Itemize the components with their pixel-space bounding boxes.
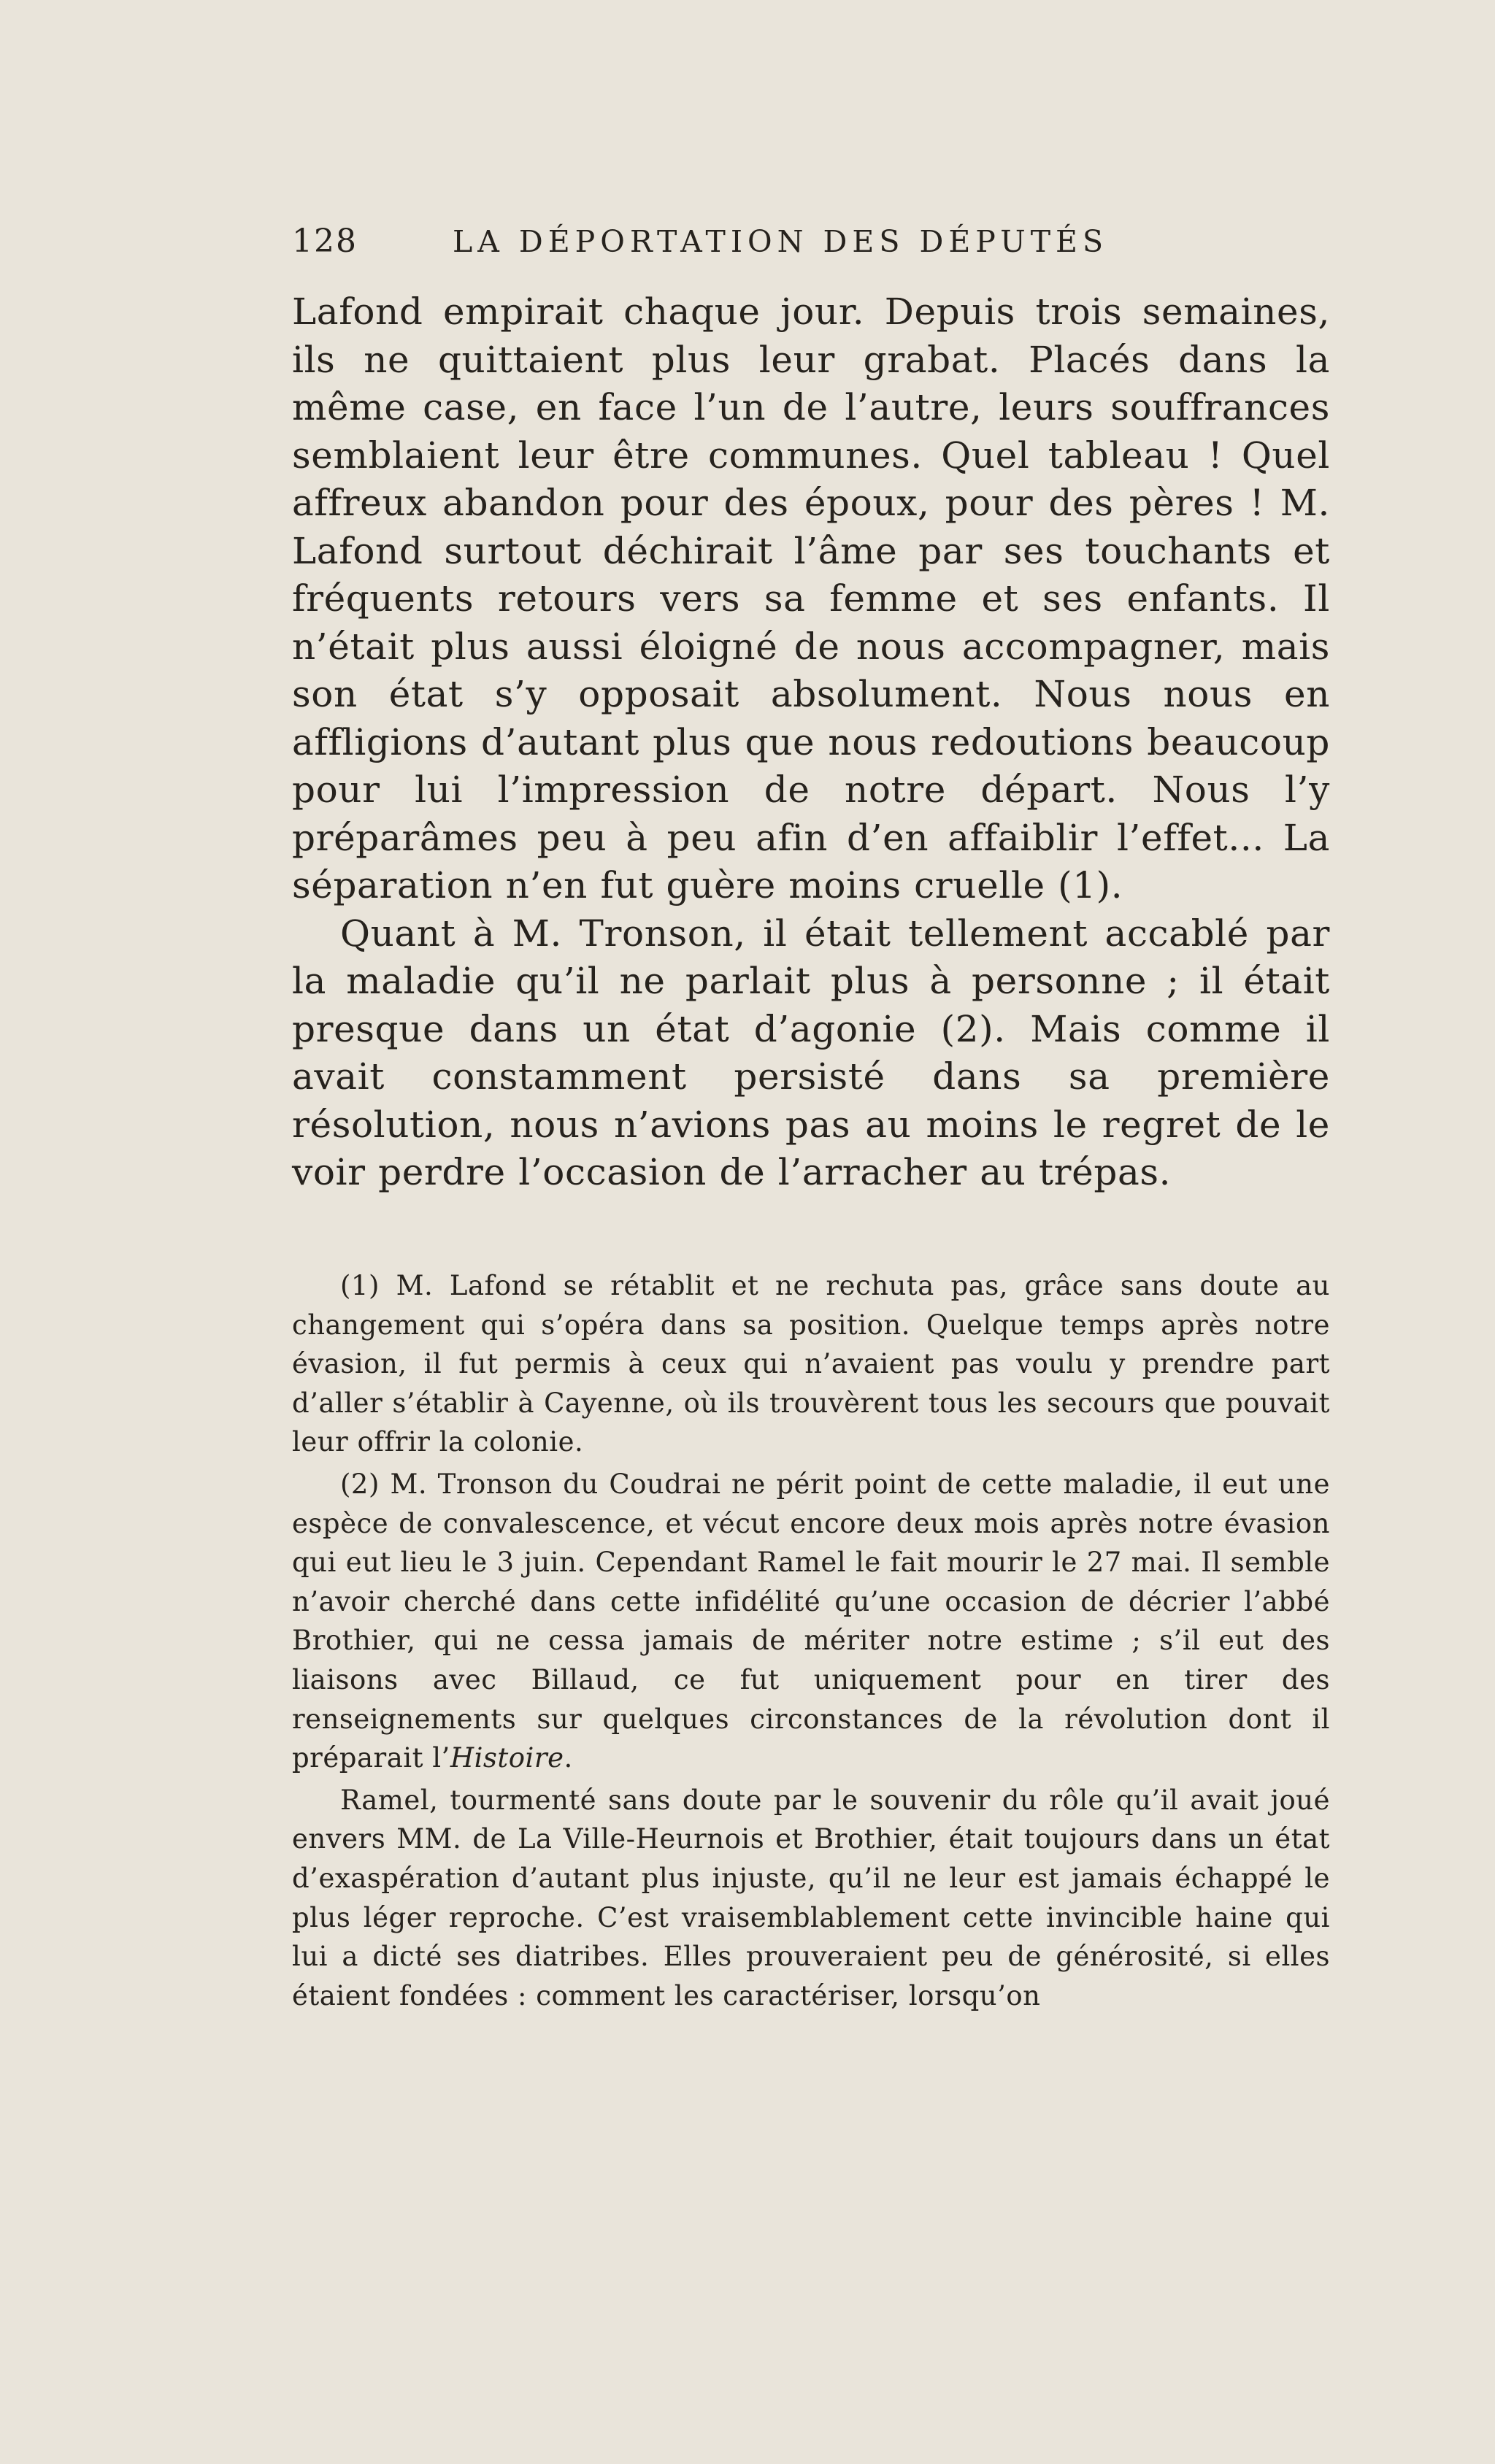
page-header <box>292 223 1336 266</box>
main-text <box>292 288 1330 1197</box>
page-number: 128 <box>292 223 358 260</box>
footnote-2-text: (2) M. Tronson du Coudrai ne périt point de cette maladie, il eut une espèce de convalescence, et vécut encore deux mois après notre évasion qui eut lieu le 3 juin. Cependant Ramel le fait mourir le 27 mai. Il semble n’avoir cherché dans cette infidélité qu’une occasion de décrier l’abbé Brothier, qui ne cessa jamais de mériter notre estime ; s’il eut des liaisons avec Billaud, ce fut uniquement pour en tirer des renseignements sur quelques circonstances de la révolution dont il préparait l’ <box>292 1468 1330 1774</box>
footnotes <box>292 1266 1330 2015</box>
paragraph-lafond: Lafond empirait chaque jour. Depuis trois semaines, ils ne quittaient plus leur grabat. Placés dans la même case, en face l’un de l’autre, leurs souffrances semblaient leur être communes. Quel tableau ! Quel affreux abandon pour des époux, pour des pères ! M. Lafond surtout déchirait l’âme par ses touchants et fréquents retours vers sa femme et ses enfants. Il n’était plus aussi éloigné de nous accompagner, mais son état s’y opposait absolument. Nous nous en affligions d’autant plus que nous redoutions beaucoup pour lui l’impression de notre départ. Nous l’y préparâmes peu à peu afin d’en affaiblir l’effet... La séparation n’en fut guère moins cruelle (1). <box>292 290 1330 906</box>
paragraph-tronson: Quant à M. Tronson, il était tellement accablé par la maladie qu’il ne parlait plus à personne ; il était presque dans un état d’agonie (2). Mais comme il avait constamment persisté dans sa première résolution, nous n’avions pas au moins le regret de le voir perdre l’occasion de l’arracher au trépas. <box>292 912 1330 1193</box>
footnote-2-italic: Histoire <box>450 1742 564 1774</box>
footnote-2-continuation: Ramel, tourmenté sans doute par le souvenir du rôle qu’il avait joué envers MM. de La Ville-Heurnois et Brothier, était toujours dans un état d’exaspération d’autant plus injuste, qu’il ne leur est jamais échappé le plus léger reproche. C’est vraisemblablement cette invincible haine qui lui a dicté ses diatribes. Elles prouveraient peu de générosité, si elles étaient fondées : comment les caractériser, lorsqu’on <box>292 1784 1330 2011</box>
footnote-2-end: . <box>564 1742 573 1774</box>
running-title: LA DÉPORTATION DES DÉPUTÉS <box>453 224 1109 259</box>
footnote-1: (1) M. Lafond se rétablit et ne rechuta pas, grâce sans doute au changement qui s’opéra dans sa position. Quelque temps après notre évasion, il fut permis à ceux qui n’avaient pas voulu y prendre part d’aller s’établir à Cayenne, où ils trouvèrent tous les secours que pouvait leur offrir la colonie. <box>292 1270 1330 1458</box>
footnote-2 <box>292 1465 1330 1778</box>
